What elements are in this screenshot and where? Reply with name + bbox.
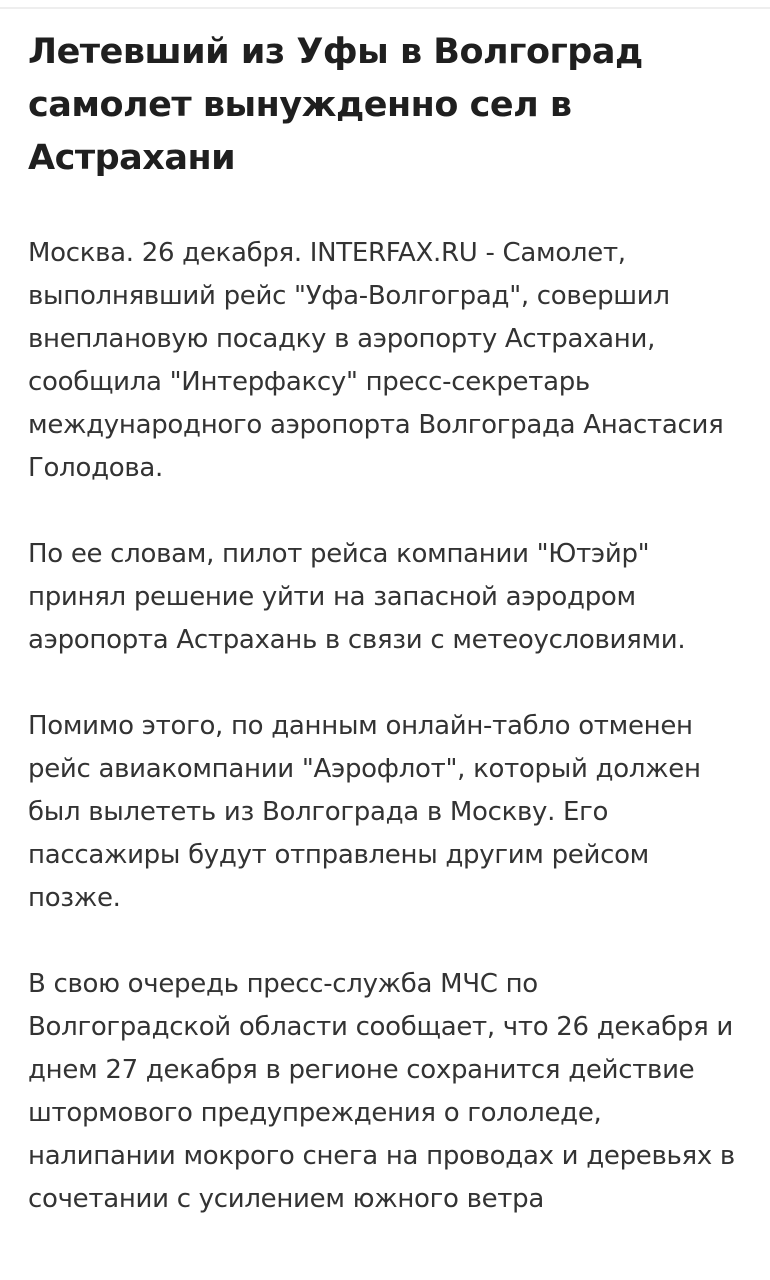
article-paragraph-3: Помимо этого, по данным онлайн-табло отменен рейс авиакомпании "Аэрофлот", который должен был вылететь из Волгограда в Москву. Его пассажиры будут отправлены другим рейсом позже.: [28, 711, 701, 913]
top-divider: [0, 7, 770, 9]
news-article: [28, 26, 740, 1264]
article-body: [28, 232, 740, 1221]
article-paragraph-4: В свою очередь пресс-служба МЧС по Волгоградской области сообщает, что 26 декабря и днем 27 декабря в регионе сохранится действие штормового предупреждения о гололеде, налипании мокрого снега на проводах и деревьях в сочетании с усилением южного ветра: [28, 969, 735, 1214]
article-headline: Летевший из Уфы в Волгоград самолет вынужденно сел в Астрахани: [28, 32, 643, 178]
article-paragraph-1: Москва. 26 декабря. INTERFAX.RU - Самолет, выполнявший рейс "Уфа-Волгоград", совершил внеплановую посадку в аэропорту Астрахани, сообщила "Интерфаксу" пресс-секретарь международного аэропорта Волгограда Анастасия Голодова.: [28, 238, 724, 483]
article-paragraph-2: По ее словам, пилот рейса компании "Ютэйр" принял решение уйти на запасной аэродром аэропорта Астрахань в связи с метеоусловиями.: [28, 539, 686, 655]
